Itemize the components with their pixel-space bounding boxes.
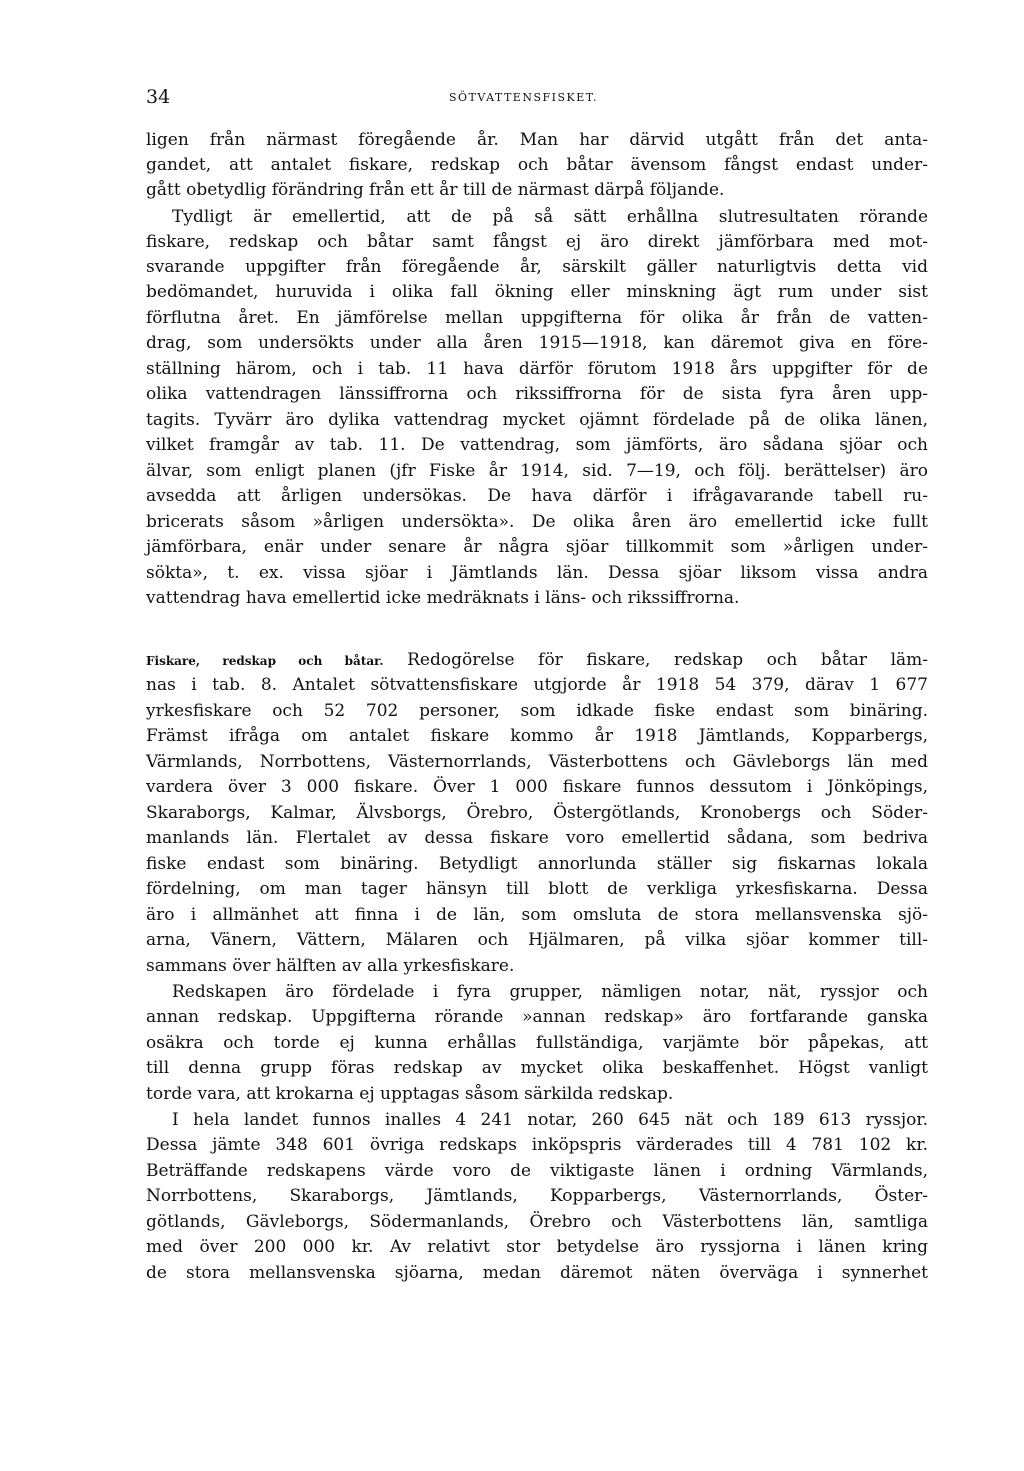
text-line: älvar, som enligt planen (jfr Fiske år 1914, sid. 7—19, och följ. berättelser) äro [146, 461, 928, 481]
text-line: yrkesfiskare och 52 702 personer, som idkade fiske endast som binäring. [146, 701, 928, 721]
text-line: ligen från närmast föregående år. Man har därvid utgått från det anta- [146, 130, 928, 150]
page-header [146, 86, 926, 112]
text-line: Norrbottens, Skaraborgs, Jämtlands, Kopparbergs, Västernorrlands, Öster- [146, 1186, 928, 1206]
text-line: arna, Vänern, Vättern, Mälaren och Hjälmaren, på vilka sjöar kommer till- [146, 930, 928, 950]
text-line: förflutna året. En jämförelse mellan uppgifterna för olika år från de vatten- [146, 308, 928, 328]
text-line: vilket framgår av tab. 11. De vattendrag, som jämförts, äro sådana sjöar och [146, 435, 928, 455]
text-line: vardera över 3 000 fiskare. Över 1 000 fiskare funnos dessutom i Jönköpings, [146, 777, 928, 797]
text-line: götlands, Gävleborgs, Södermanlands, Örebro och Västerbottens län, samtliga [146, 1212, 928, 1232]
text-line: annan redskap. Uppgifterna rörande »annan redskap» äro fortfarande ganska [146, 1007, 928, 1027]
text-line: Redskapen äro fördelade i fyra grupper, nämligen notar, nät, ryssjor och [172, 982, 928, 1002]
text-line: torde vara, att krokarna ej upptagas såsom särkilda redskap. [146, 1084, 674, 1104]
text-line: Dessa jämte 348 601 övriga redskaps inköpspris värderades till 4 781 102 kr. [146, 1135, 928, 1155]
text-line: Skaraborgs, Kalmar, Älvsborgs, Örebro, Östergötlands, Kronobergs och Söder- [146, 803, 928, 823]
text-line: jämförbara, enär under senare år några sjöar tillkommit som »årligen under- [146, 537, 928, 557]
text-line: nas i tab. 8. Antalet sötvattensfiskare utgjorde år 1918 54 379, därav 1 677 [146, 675, 928, 695]
text-line: Tydligt är emellertid, att de på så sätt erhållna slutresultaten rörande [172, 207, 928, 227]
text-line-rest: Redogörelse för fiskare, redskap och båtar läm- [407, 650, 928, 670]
text-line: gått obetydlig förändring från ett år till de närmast därpå följande. [146, 180, 725, 200]
text-line: med över 200 000 kr. Av relativt stor betydelse äro ryssjorna i länen kring [146, 1237, 928, 1257]
text-line: avsedda att årligen undersökas. De hava därför i ifrågavarande tabell ru- [146, 486, 928, 506]
text-line: bricerats såsom »årligen undersökta». De olika åren äro emellertid icke fullt [146, 512, 928, 532]
text-line: till denna grupp föras redskap av mycket olika beskaffenhet. Högst vanligt [146, 1058, 928, 1078]
text-line: drag, som undersökts under alla åren 1915—1918, kan däremot giva en före- [146, 333, 928, 353]
text-line: tagits. Tyvärr äro dylika vattendrag mycket ojämnt fördelade på de olika länen, [146, 410, 928, 430]
text-line: sammans över hälften av alla yrkesfiskare. [146, 956, 515, 976]
text-line [146, 648, 928, 672]
text-line: osäkra och torde ej kunna erhållas fullständiga, varjämte bör påpekas, att [146, 1033, 928, 1053]
running-head: SÖTVATTENSFISKET. [449, 91, 598, 104]
text-line: ställning härom, och i tab. 11 hava därför förutom 1918 års uppgifter för de [146, 359, 928, 379]
page-number: 34 [146, 86, 171, 108]
text-line: vattendrag hava emellertid icke medräknats i läns- och rikssiffrorna. [146, 588, 740, 608]
text-line: Beträffande redskapens värde voro de viktigaste länen i ordning Värmlands, [146, 1161, 928, 1181]
text-line: fiskare, redskap och båtar samt fångst ej äro direkt jämförbara med mot- [146, 232, 928, 252]
text-line: Värmlands, Norrbottens, Västernorrlands, Västerbottens och Gävleborgs län med [146, 752, 928, 772]
text-line: fördelning, om man tager hänsyn till blott de verkliga yrkesfiskarna. Dessa [146, 879, 928, 899]
text-line: gandet, att antalet fiskare, redskap och båtar ävensom fångst endast under- [146, 155, 928, 175]
text-line: manlands län. Flertalet av dessa fiskare voro emellertid sådana, som bedriva [146, 828, 928, 848]
text-line: sökta», t. ex. vissa sjöar i Jämtlands län. Dessa sjöar liksom vissa andra [146, 563, 928, 583]
text-line: äro i allmänhet att finna i de län, som omsluta de stora mellansvenska sjö- [146, 905, 928, 925]
text-line: svarande uppgifter från föregående år, särskilt gäller naturligtvis detta vid [146, 257, 928, 277]
text-line: de stora mellansvenska sjöarna, medan däremot näten överväga i synnerhet [146, 1263, 928, 1283]
text-line: fiske endast som binäring. Betydligt annorlunda ställer sig fiskarnas lokala [146, 854, 928, 874]
text-line: Främst ifråga om antalet fiskare kommo år 1918 Jämtlands, Kopparbergs, [146, 726, 928, 746]
text-line: olika vattendragen länssiffrorna och rikssiffrorna för de sista fyra åren upp- [146, 384, 928, 404]
text-line: bedömandet, huruvida i olika fall ökning eller minskning ägt rum under sist [146, 282, 928, 302]
text-line: I hela landet funnos inalles 4 241 notar, 260 645 nät och 189 613 ryssjor. [172, 1110, 928, 1130]
section-heading: Fiskare, redskap och båtar. [146, 654, 384, 668]
